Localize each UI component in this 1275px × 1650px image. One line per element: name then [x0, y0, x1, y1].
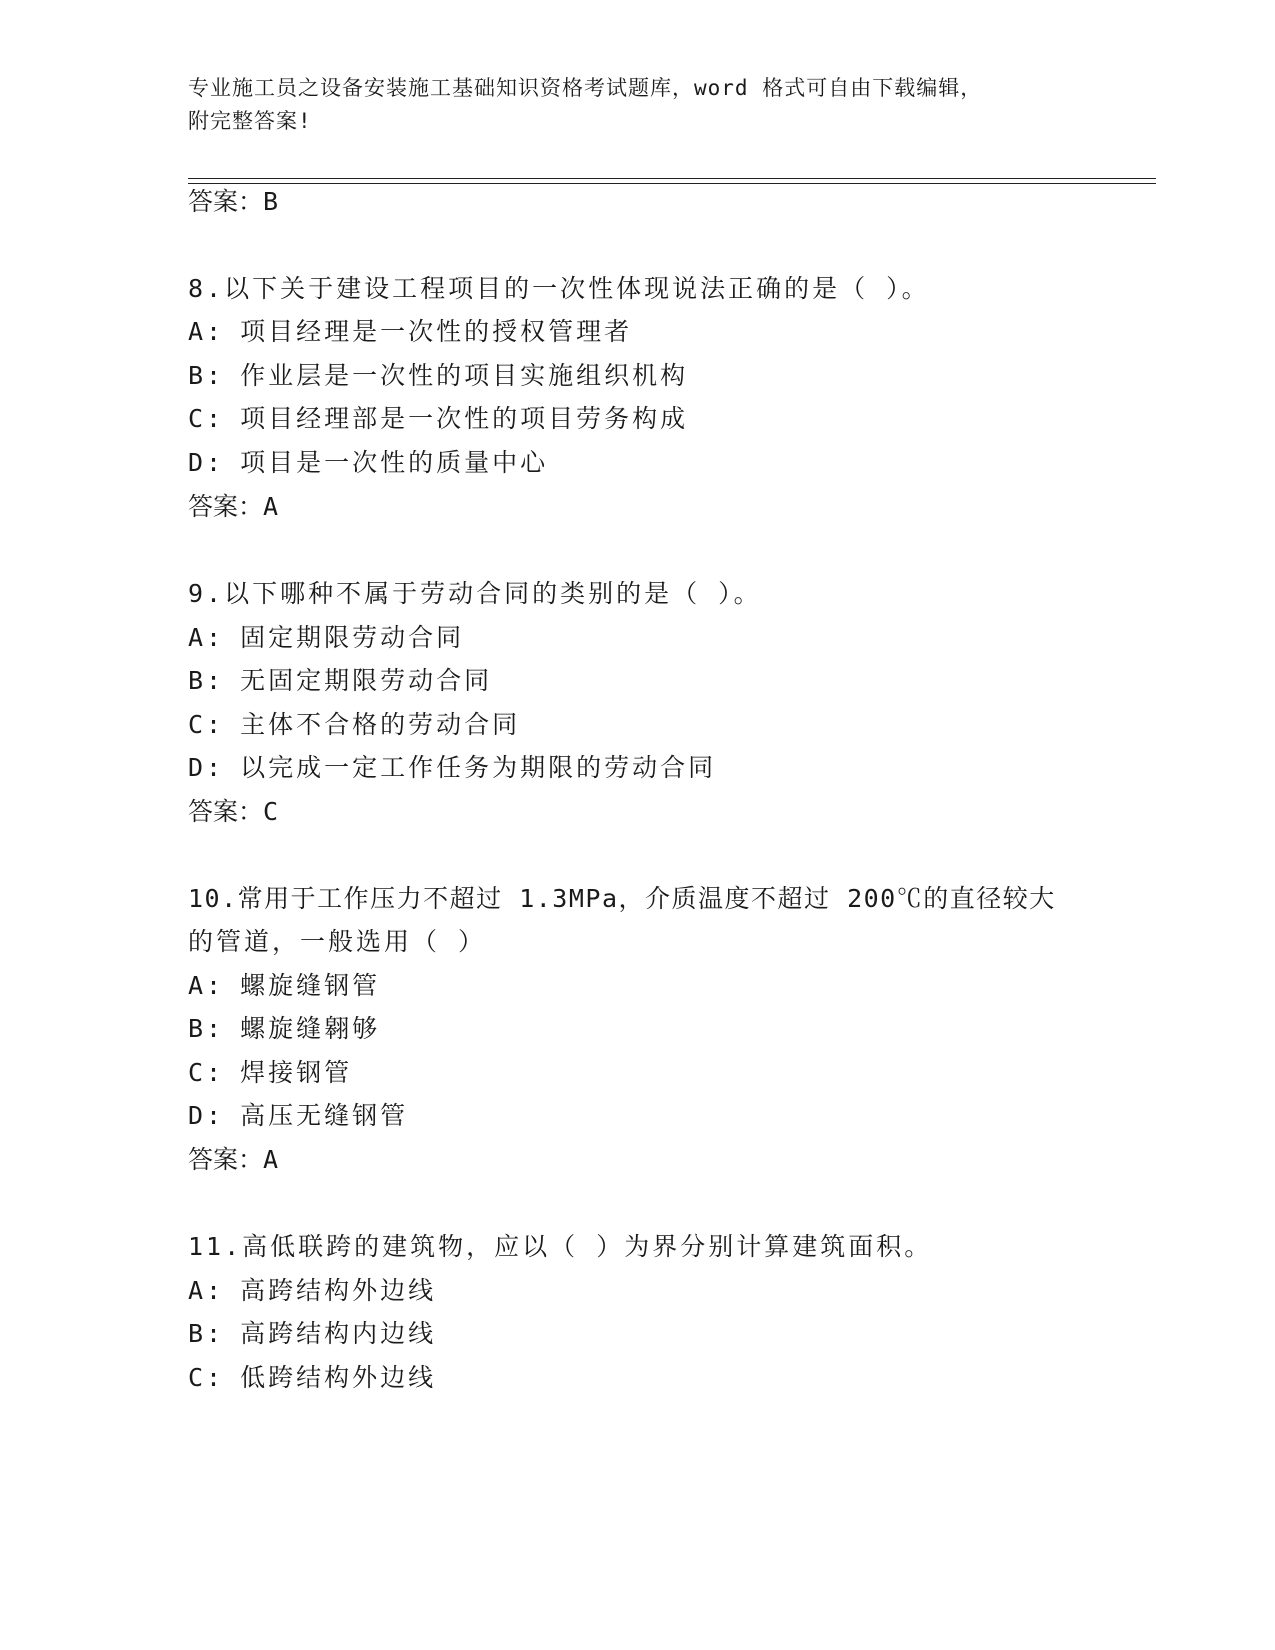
- option-key: B:: [188, 1319, 225, 1348]
- option-text: 固定期限劳动合同: [240, 623, 465, 652]
- option-key: C:: [188, 1363, 225, 1392]
- option-text: 以完成一定工作任务为期限的劳动合同: [240, 753, 717, 782]
- question-11-option-b: [188, 1317, 436, 1351]
- question-10-option-c: [188, 1056, 352, 1090]
- option-text: 高跨结构外边线: [240, 1276, 437, 1305]
- question-9-option-c: [188, 708, 520, 742]
- question-10-stem: 10.常用于工作压力不超过 1.3MPa，介质温度不超过 200℃的直径较大: [188, 884, 1056, 913]
- question-9-stem: 9.以下哪种不属于劳动合同的类别的是（ ）。: [188, 579, 762, 608]
- question-8-option-c: [188, 402, 688, 436]
- option-key: A:: [188, 1276, 225, 1305]
- question-9-option-d: [188, 751, 716, 785]
- question-8-stem: 8.以下关于建设工程项目的一次性体现说法正确的是（ ）。: [188, 274, 930, 303]
- question-8-option-b: [188, 359, 688, 393]
- question-11-stem: 11.高低联跨的建筑物，应以（ ）为界分别计算建筑面积。: [188, 1232, 933, 1261]
- option-key: D:: [188, 448, 225, 477]
- question-9-option-a: [188, 621, 464, 655]
- option-text: 焊接钢管: [240, 1058, 353, 1087]
- question-8-answer: 答案：A: [188, 492, 279, 521]
- option-text: 作业层是一次性的项目实施组织机构: [240, 361, 689, 390]
- option-text: 低跨结构外边线: [240, 1363, 437, 1392]
- question-11-option-a: [188, 1274, 436, 1308]
- option-text: 项目经理部是一次性的项目劳务构成: [240, 404, 689, 433]
- question-9-answer: 答案：C: [188, 797, 279, 826]
- option-key: A:: [188, 317, 225, 346]
- option-key: D:: [188, 753, 225, 782]
- header-divider-top: [188, 178, 1156, 179]
- option-key: B:: [188, 361, 225, 390]
- option-text: 螺旋缝翱够: [240, 1014, 381, 1043]
- option-key: A:: [188, 623, 225, 652]
- document-header: [188, 72, 1088, 138]
- question-9-option-b: [188, 664, 492, 698]
- option-key: B:: [188, 1014, 225, 1043]
- question-11-option-c: [188, 1361, 436, 1395]
- option-key: B:: [188, 666, 225, 695]
- answer-previous: 答案：B: [188, 187, 279, 216]
- question-8-option-a: [188, 315, 632, 349]
- option-key: C:: [188, 404, 225, 433]
- header-line-1: 专业施工员之设备安装施工基础知识资格考试题库，word 格式可自由下载编辑，: [188, 76, 983, 100]
- question-10-answer: 答案：A: [188, 1145, 279, 1174]
- header-line-2: 附完整答案!: [188, 109, 312, 133]
- option-key: A:: [188, 971, 225, 1000]
- option-text: 项目是一次性的质量中心: [240, 448, 549, 477]
- option-key: C:: [188, 1058, 225, 1087]
- question-8-option-d: [188, 446, 548, 480]
- option-text: 高压无缝钢管: [240, 1101, 409, 1130]
- question-10-option-a: [188, 969, 380, 1003]
- header-divider-bottom: [188, 183, 1156, 184]
- option-text: 螺旋缝钢管: [240, 971, 381, 1000]
- option-key: D:: [188, 1101, 225, 1130]
- question-10-stem-continued: 的管道，一般选用（ ）: [188, 927, 487, 956]
- option-text: 高跨结构内边线: [240, 1319, 437, 1348]
- option-key: C:: [188, 710, 225, 739]
- option-text: 项目经理是一次性的授权管理者: [240, 317, 633, 346]
- option-text: 无固定期限劳动合同: [240, 666, 493, 695]
- question-10-option-d: [188, 1099, 408, 1133]
- question-10-option-b: [188, 1012, 380, 1046]
- option-text: 主体不合格的劳动合同: [240, 710, 521, 739]
